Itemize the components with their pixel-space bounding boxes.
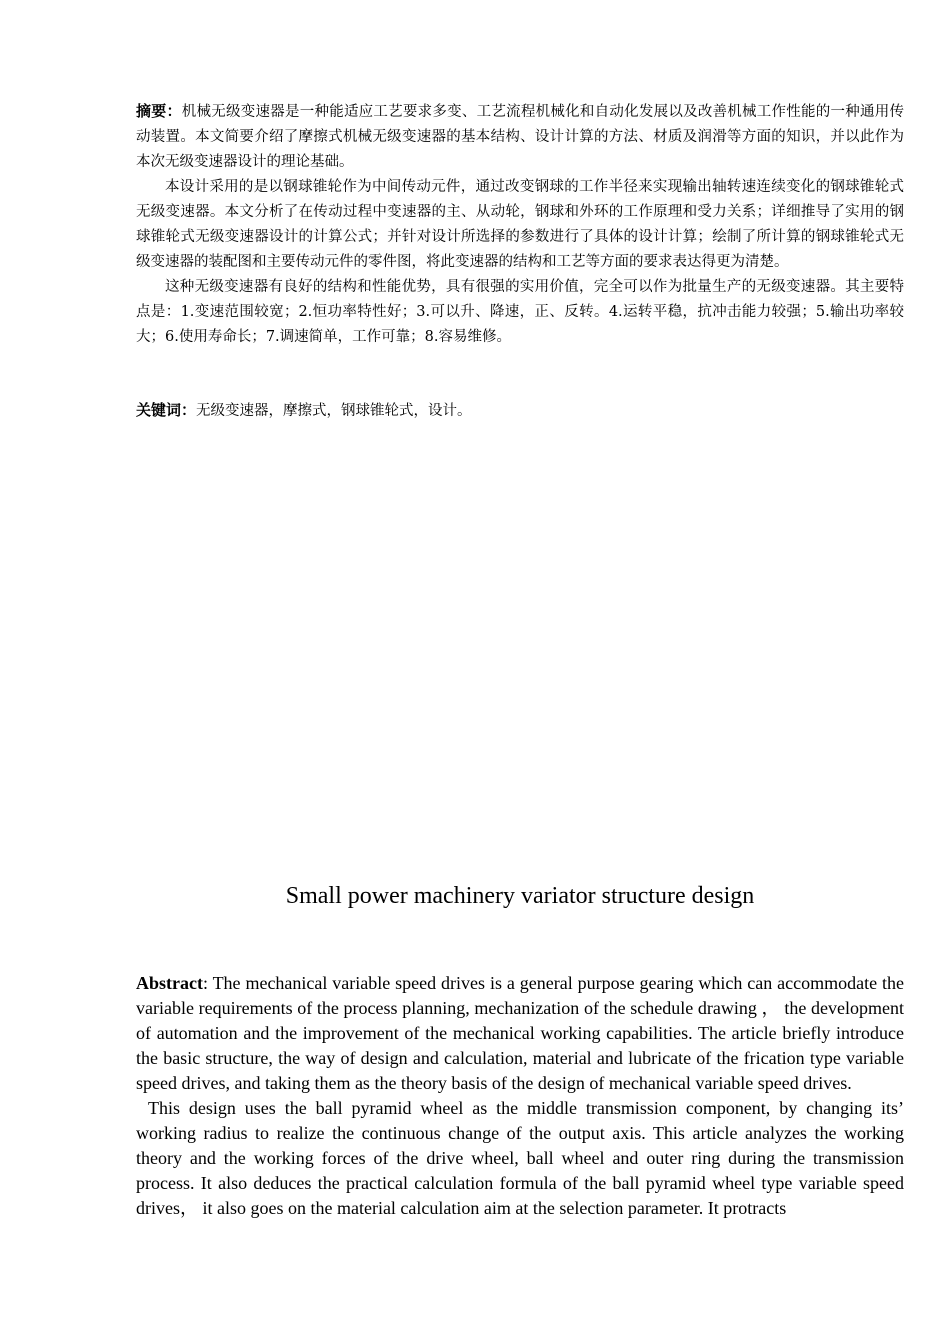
chinese-abstract-para-3: 这种无级变速器有良好的结构和性能优势，具有很强的实用价值，完全可以作为批量生产的无级变速器。其主要特点是：1.变速范围较宽；2.恒功率特性好；3.可以升、降速，正、反转。4.运转平稳，抗冲击能力较强；5.输出功率较大；6.使用寿命长；7.调速简单，工作可靠；8.容易维修。 <box>136 279 904 345</box>
chinese-abstract-para-2: 本设计采用的是以钢球锥轮作为中间传动元件，通过改变钢球的工作半径来实现输出轴转速连续变化的钢球锥轮式无级变速器。本文分析了在传动过程中变速器的主、从动轮，钢球和外环的工作原理和受力关系；详细推导了实用的钢球锥轮式无级变速器设计的计算公式；并针对设计所选择的参数进行了具体的设计计算；绘制了所计算的钢球锥轮式无级变速器的装配图和主要传动元件的零件图，将此变速器的结构和工艺等方面的要求表达得更为清楚。 <box>136 179 904 270</box>
chinese-abstract <box>136 99 904 350</box>
english-abstract-label: Abstract <box>136 973 203 993</box>
chinese-keywords-label: 关键词： <box>136 401 197 419</box>
english-abstract-text-1: : The mechanical variable speed drives is a general purpose gearing which can accommodate the variable requirements of the process planning, mechanization of the schedule drawing ， the development of automation and the improvement of the mechanical working capabilities. The article briefly introduce the basic structure, the way of design and calculation, material and lubricate of the frication type variable speed drives, and taking them as the theory basis of the design of mechanical variable speed drives. <box>136 973 904 1093</box>
chinese-keywords-text: 无级变速器，摩擦式，钢球锥轮式，设计。 <box>196 403 472 419</box>
chinese-abstract-label: 摘要： <box>136 102 182 120</box>
chinese-abstract-para-1 <box>136 99 904 175</box>
chinese-abstract-text-1: 机械无级变速器是一种能适应工艺要求多变、工艺流程机械化和自动化发展以及改善机械工作性能的一种通用传动装置。本文简要介绍了摩擦式机械无级变速器的基本结构、设计计算的方法、材质及润滑等方面的知识，并以此作为本次无级变速器设计的理论基础。 <box>136 104 904 170</box>
chinese-keywords <box>136 398 904 424</box>
english-abstract-para-1 <box>136 971 904 1096</box>
english-title: Small power machinery variator structure design <box>285 883 755 909</box>
english-abstract-para-2: This design uses the ball pyramid wheel as the middle transmission component, by changing its’ working radius to realize the continuous change of the output axis. This article analyzes the working theory and the working forces of the drive wheel, ball wheel and outer ring during the transmission process. It also deduces the practical calculation formula of the ball pyramid wheel type variable speed drives， it also goes on the material calculation aim at the selection parameter. It protracts <box>136 1098 904 1218</box>
english-abstract <box>136 971 904 1221</box>
